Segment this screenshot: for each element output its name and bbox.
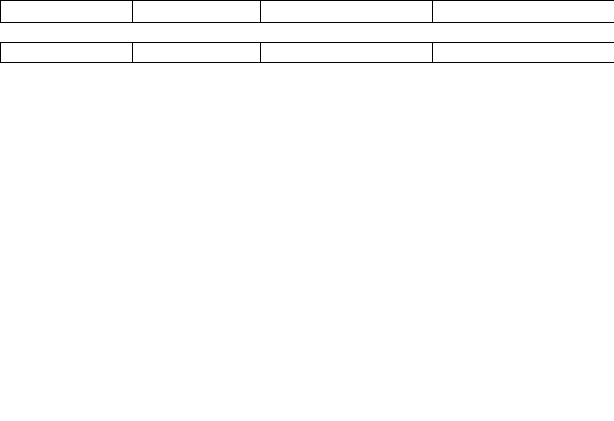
table-caption[interactable]	[1, 23, 614, 43]
score-cell[interactable]	[133, 1, 261, 23]
header-total-stones[interactable]	[261, 43, 433, 63]
header-club[interactable]	[1, 43, 133, 63]
spreadsheet	[0, 0, 614, 63]
sent-to-cell[interactable]	[433, 1, 614, 23]
header-sent-to[interactable]	[433, 43, 614, 63]
header-total-score[interactable]	[133, 43, 261, 63]
caption-row	[1, 23, 614, 43]
header-row	[1, 43, 614, 63]
table-row	[1, 1, 614, 23]
stones-cell[interactable]	[261, 1, 433, 23]
club-name-cell[interactable]	[1, 1, 133, 23]
summary-table	[0, 0, 614, 63]
